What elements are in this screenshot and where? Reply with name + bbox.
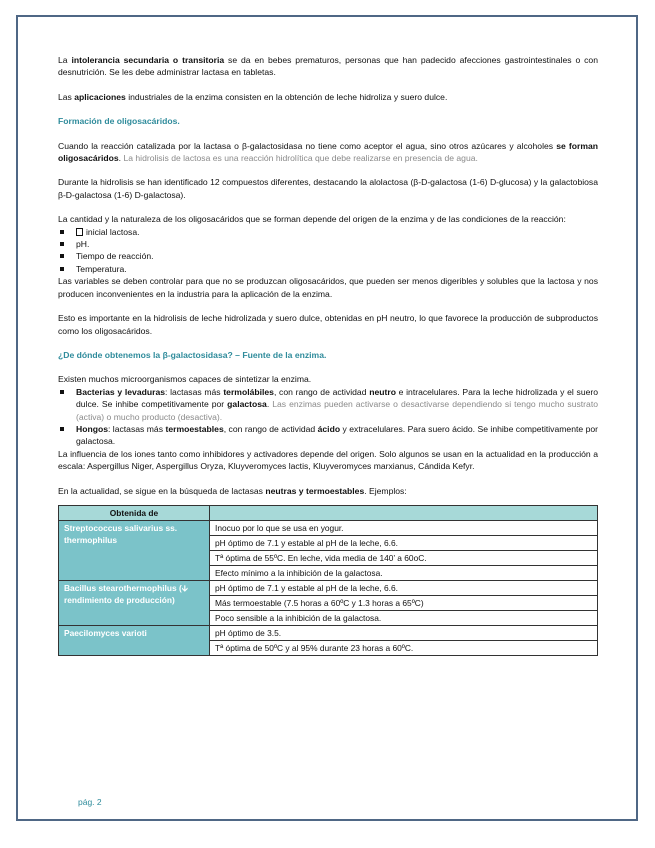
table-org-cell: Paecilomyces varioti [59, 625, 210, 655]
table-cell: Inocuo por lo que se usa en yogur. [210, 520, 598, 535]
table-row [59, 580, 598, 595]
table-row [59, 520, 598, 535]
lactasas-table [58, 505, 598, 656]
table-header: Obtenida de [59, 505, 210, 520]
table-cell: pH óptimo de 7.1 y estable al pH de la leche, 6.6. [210, 535, 598, 550]
list-item-bacterias: Bacterias y levaduras: lactasas más termolábiles, con rango de actividad neutro e intracelulares. Para la leche hidrolizada y el suero dulce. Se inhibe competitivamente por galactosa. Las enzimas pueden activarse o desactivarse dependiendo si tengo mucho sustrato (activa) o mucho producto (desactiva). [58, 386, 598, 423]
paragraph-compuestos: Durante la hidrolisis se han identificado 12 compuestos diferentes, destacando la alolactosa (β-D-galactosa (1-6) D-glucosa) y la galactobiosa β-D-galactosa (1-6) D-galactosa). [58, 177, 598, 200]
page-content [58, 54, 598, 656]
table-cell: pH óptimo de 3.5. [210, 625, 598, 640]
table-header-blank [210, 505, 598, 520]
paragraph-variables: Las variables se deben controlar para que no se produzcan oligosacáridos, que pueden ser menos digeribles y solubles que la lactosa y nos producen inconvenientes en la industria para la aplicación de la enzima. [58, 276, 598, 299]
table-cell: pH óptimo de 7.1 y estable al pH de la leche, 6.6. [210, 580, 598, 595]
paragraph-actualidad: En la actualidad, se sigue en la búsqueda de lactasas neutras y termoestables. Ejemplos: [58, 485, 407, 496]
table-org-cell: Bacillus stearothermophilus (🡫 rendimiento de producción) [59, 580, 210, 625]
heading-fuente-enzima: ¿De dónde obtenemos la β-galactosidasa? – Fuente de la enzima. [58, 349, 327, 360]
table-row [59, 625, 598, 640]
paragraph-microorganismos: Existen muchos microorganismos capaces de sintetizar la enzima. [58, 374, 312, 385]
paragraph-aplicaciones: Las aplicaciones industriales de la enzima consisten en la obtención de leche hidroliza y suero dulce. [58, 91, 448, 102]
paragraph-reaccion: Cuando la reacción catalizada por la lactasa o β-galactosidasa no tiene como aceptor el agua, sino otros azúcares y alcoholes se forman oligosacáridos. La hidrolisis de lactosa es una reacción hidrolítica que debe realizarse en presencia de agua. [58, 140, 598, 164]
list-item-hongos: Hongos: lactasas más termoestables, con rango de actividad ácido y extracelulares. Para suero ácido. Se inhibe competitivamente por galactosa. [58, 423, 598, 448]
paragraph-cantidad: La cantidad y la naturaleza de los oligosacáridos que se forman depende del origen de la enzima y de las condiciones de la reacción: [58, 214, 566, 225]
table-cell: Efecto mínimo a la inhibición de la galactosa. [210, 565, 598, 580]
table-header-row [59, 505, 598, 520]
paragraph-importante: Esto es importante en la hidrolisis de leche hidrolizada y suero dulce, obtenidas en pH neutro, lo que favorece la producción de subproductos como los oligosacáridos. [58, 313, 598, 336]
table-cell: Poco sensible a la inhibición de la galactosa. [210, 610, 598, 625]
list-item: Tiempo de reacción. [58, 250, 598, 262]
list-item: Temperatura. [58, 263, 598, 275]
bracket-icon [76, 228, 83, 236]
heading-oligosacaridos: Formación de oligosacáridos. [58, 116, 180, 127]
page-number: pág. 2 [78, 797, 102, 807]
table-org-cell: Streptococcus salivarius ss. thermophilus [59, 520, 210, 580]
conditions-list [58, 226, 598, 276]
list-item: inicial lactosa. [58, 226, 598, 238]
table-cell: Tª óptima de 50ºC y al 95% durante 23 horas a 60ºC. [210, 640, 598, 655]
table-cell: Tª óptima de 55ºC. En leche, vida media de 140’ a 60oC. [210, 550, 598, 565]
list-item: pH. [58, 238, 598, 250]
paragraph-intolerancia: La intolerancia secundaria o transitoria se da en bebes prematuros, personas que han padecido afecciones gastrointestinales o con desnutrición. Se les debe administrar lactasa en tabletas. [58, 55, 598, 78]
sources-list [58, 386, 598, 448]
paragraph-iones: La influencia de los iones tanto como inhibidores y activadores depende del origen. Solo algunos se usan en la actualidad en la producción a escala: Aspergillus Niger, Aspergillus Oryza, Kluyveromyces lactis, Kluyveromyces marxianus, Cándida Kefyr. [58, 448, 598, 472]
table-cell: Más termoestable (7.5 horas a 60ºC y 1.3 horas a 65ºC) [210, 595, 598, 610]
